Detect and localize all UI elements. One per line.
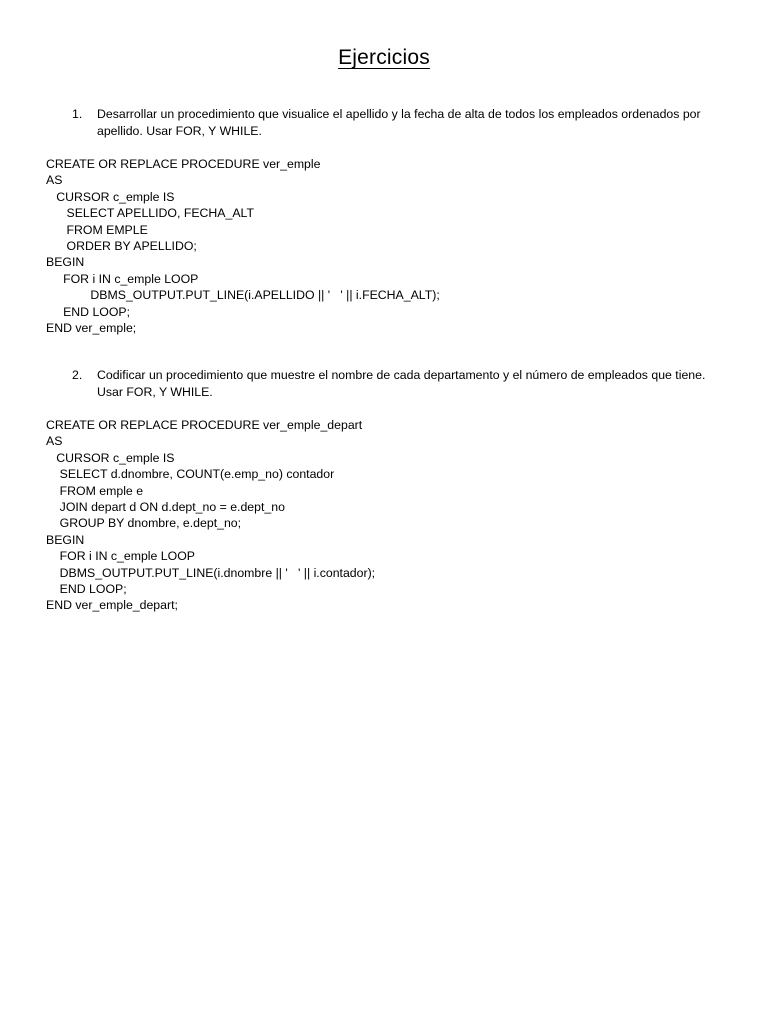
code-line: AS (46, 173, 63, 188)
code-line: JOIN depart d ON d.dept_no = e.dept_no (46, 499, 285, 514)
code-line: FROM EMPLE (46, 222, 148, 237)
code-line: CREATE OR REPLACE PROCEDURE ver_emple (46, 157, 321, 171)
code-line: END LOOP; (46, 304, 131, 319)
code-line: ORDER BY APELLIDO; (46, 238, 197, 253)
exercise-2 (72, 367, 722, 401)
code-line: CURSOR c_emple IS (46, 189, 175, 204)
code-line: END LOOP; (46, 581, 127, 596)
exercise-statement: Codificar un procedimiento que muestre el nombre de cada departamento y el número de empleados que tiene. Usar FOR, Y WHILE. (97, 368, 706, 399)
code-line: BEGIN (46, 532, 85, 547)
code-line: CURSOR c_emple IS (46, 450, 175, 465)
title-text: Ejercicios (338, 46, 430, 69)
code-line: DBMS_OUTPUT.PUT_LINE(i.dnombre || ' ' || i.contador); (46, 565, 376, 580)
code-line: DBMS_OUTPUT.PUT_LINE(i.APELLIDO || ' ' || i.FECHA_ALT); (46, 288, 440, 303)
code-line: FOR i IN c_emple LOOP (46, 549, 195, 564)
code-block-2 (46, 417, 726, 614)
code-line: AS (46, 434, 63, 449)
code-line: GROUP BY dnombre, e.dept_no; (46, 516, 242, 531)
exercise-statement: Desarrollar un procedimiento que visualice el apellido y la fecha de alta de todos los empleados ordenados por apellido. Usar FOR, Y WHILE. (97, 107, 701, 138)
exercise-1 (72, 106, 722, 140)
code-line: END ver_emple_depart; (46, 598, 178, 613)
code-line: CREATE OR REPLACE PROCEDURE ver_emple_depart (46, 418, 363, 432)
document-title (0, 46, 768, 70)
code-line: SELECT d.dnombre, COUNT(e.emp_no) contador (46, 467, 335, 482)
code-block-1 (46, 156, 726, 336)
code-line: FOR i IN c_emple LOOP (46, 271, 199, 286)
code-line: FROM emple e (46, 483, 144, 498)
code-line: SELECT APELLIDO, FECHA_ALT (46, 206, 254, 221)
code-line: END ver_emple; (46, 320, 137, 335)
exercise-number: 2. (72, 368, 83, 382)
exercise-number: 1. (72, 107, 83, 121)
code-line: BEGIN (46, 255, 85, 270)
